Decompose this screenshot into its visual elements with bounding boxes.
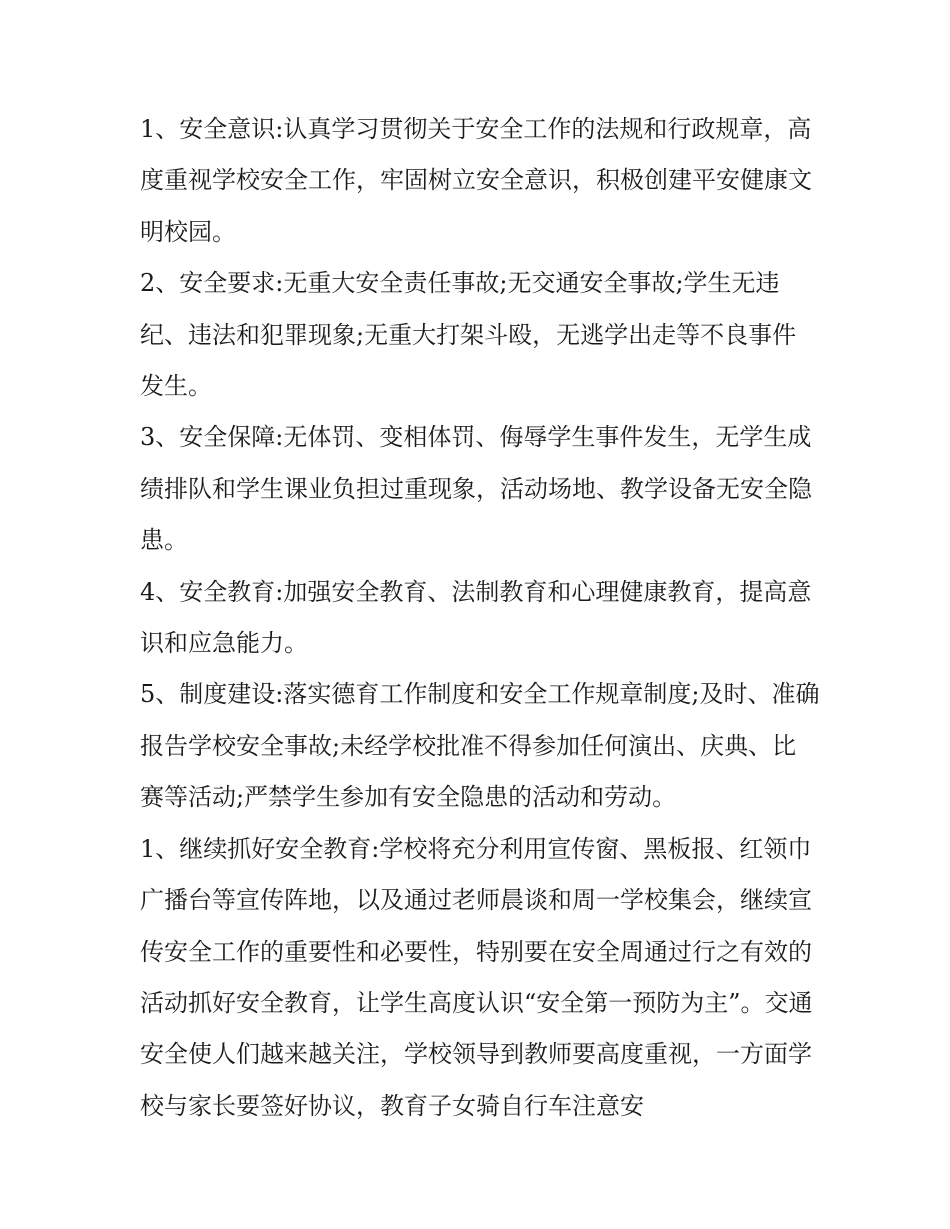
paragraph-system-building: 5、制度建设:落实德育工作制度和安全工作规章制度;及时、准确报告学校安全事故;未经学校批准不得参加任何演出、庆典、比赛等活动;严禁学生参加有安全隐患的活动和劳动。 <box>140 680 820 812</box>
paragraph-safety-awareness: 1、安全意识:认真学习贯彻关于安全工作的法规和行政规章，高度重视学校安全工作，牢固树立安全意识，积极创建平安健康文明校园。 <box>140 115 812 246</box>
paragraph-safety-education: 4、安全教育:加强安全教育、法制教育和心理健康教育，提高意识和应急能力。 <box>140 577 812 658</box>
document-page <box>140 104 820 1132</box>
paragraph-safety-requirements: 2、安全要求:无重大安全责任事故;无交通安全事故;学生无违纪、违法和犯罪现象;无重大打架斗殴，无逃学出走等不良事件发生。 <box>140 269 797 401</box>
paragraph-continue-safety-education: 1、继续抓好安全教育:学校将充分利用宣传窗、黑板报、红领巾广播台等宣传阵地，以及通过老师晨谈和周一学校集会，继续宣传安全工作的重要性和必要性，特别要在安全周通过行之有效的活动抓好安全教育，让学生高度认识“安全第一预防为主”。交通安全使人们越来越关注，学校领导到教师要高度重视，一方面学校与家长要签好协议，教育子女骑自行车注意安 <box>140 834 813 1120</box>
paragraph-safety-guarantee: 3、安全保障:无体罚、变相体罚、侮辱学生事件发生，无学生成绩排队和学生课业负担过重现象，活动场地、教学设备无安全隐患。 <box>140 423 812 555</box>
